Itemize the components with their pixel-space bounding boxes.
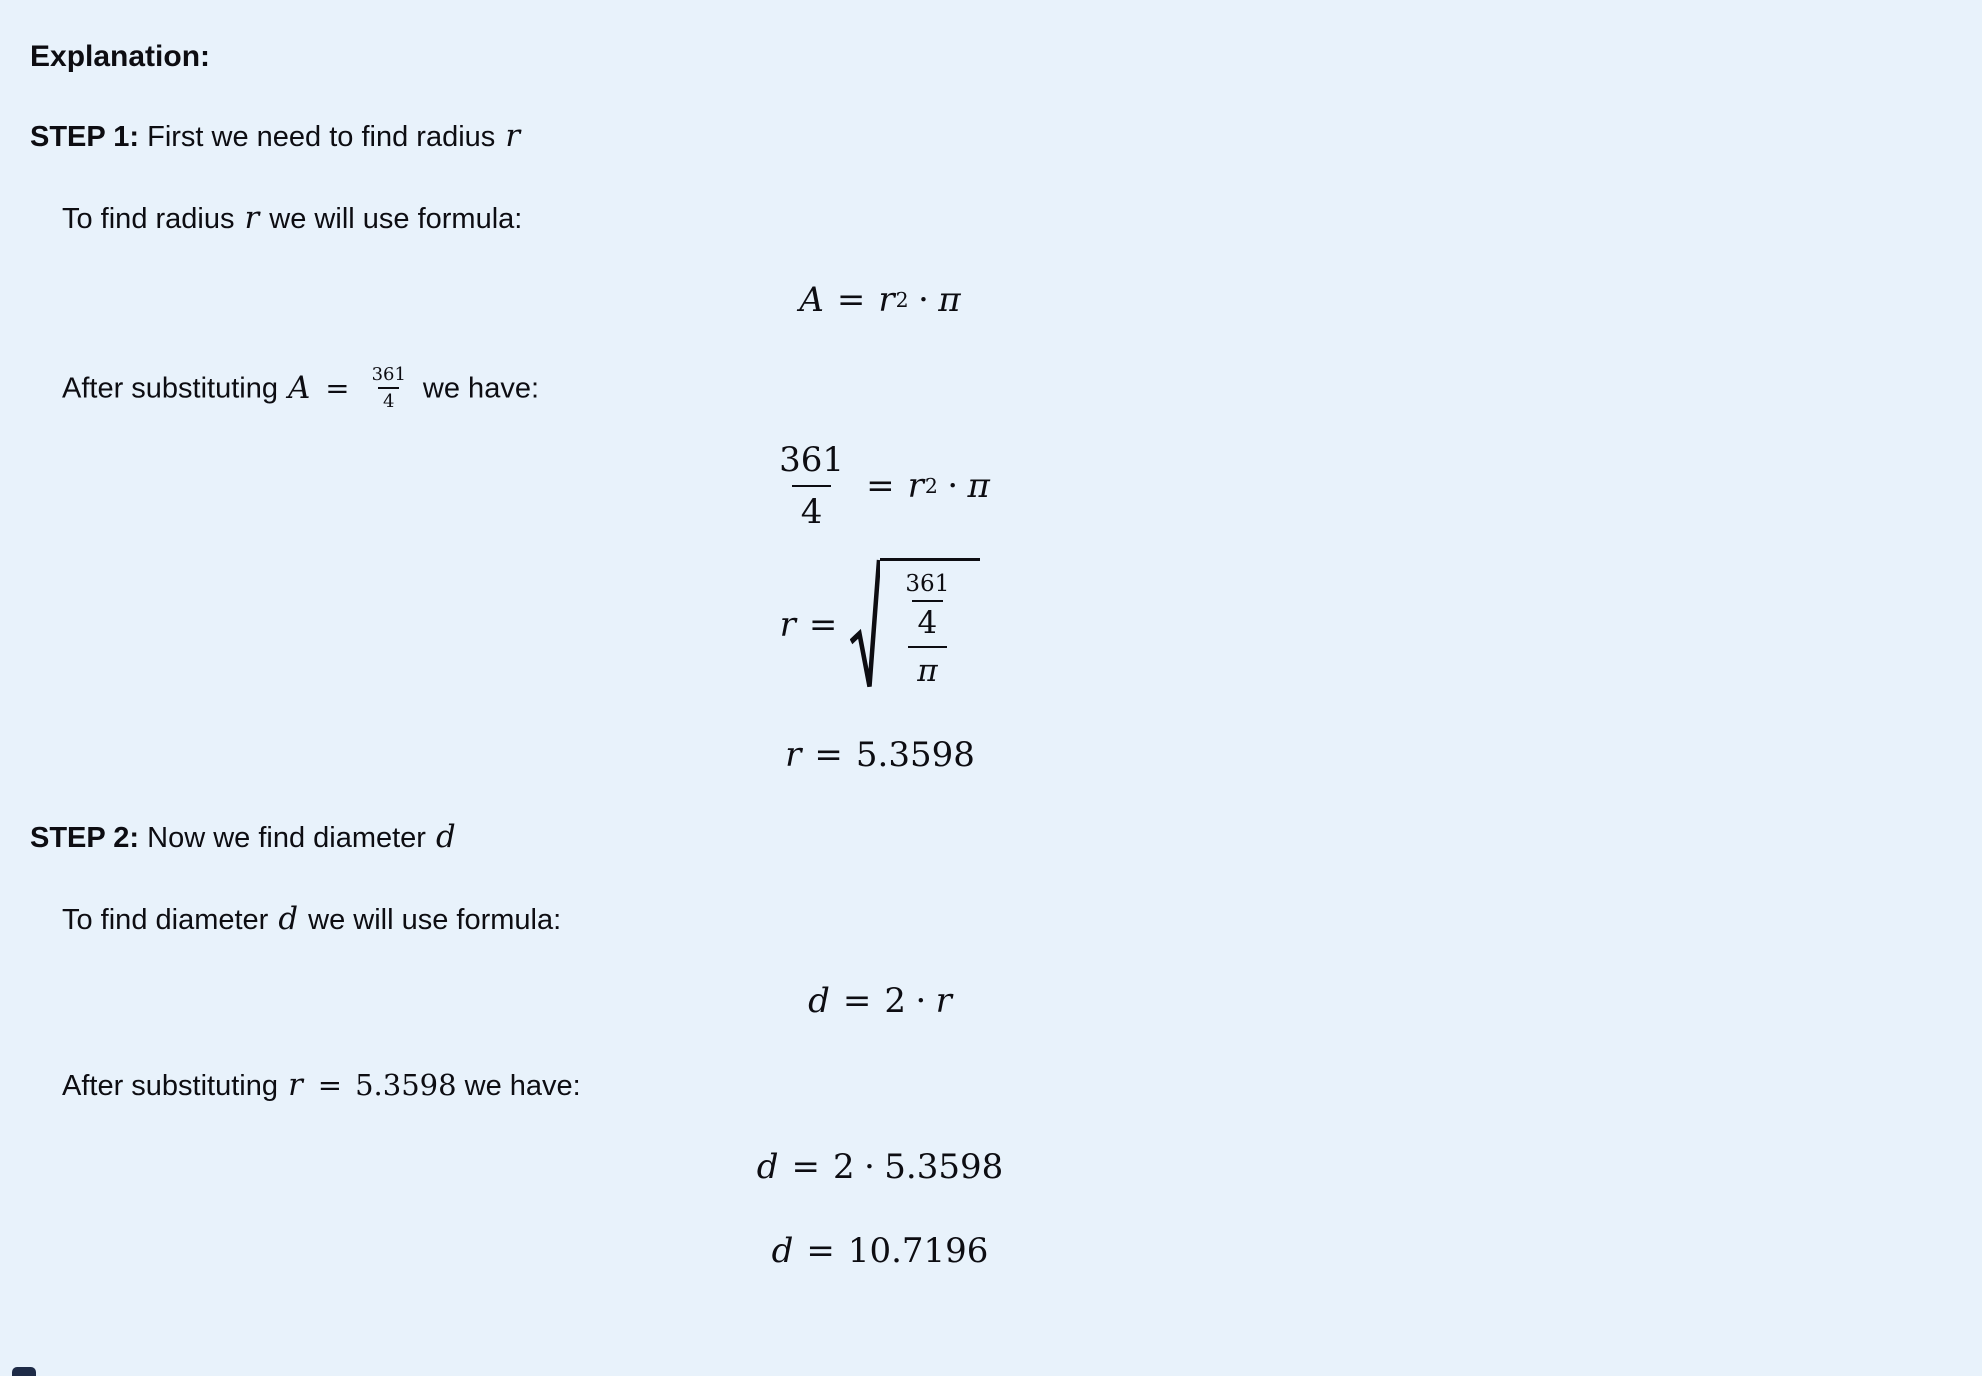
nested-fraction: [890, 571, 964, 646]
var-pi: π: [908, 646, 946, 689]
equals-sign: =: [836, 280, 866, 320]
cropped-content-edge: [12, 1367, 36, 1376]
fraction-numerator: 361: [371, 364, 406, 385]
step2-label: STEP 2:: [30, 822, 140, 854]
equation-diameter-formula: [30, 981, 1730, 1021]
equation-sqrt: [30, 558, 1730, 691]
step1-title-text: First we need to find radius: [139, 121, 504, 153]
fraction-numerator: 361: [779, 440, 845, 480]
fraction-numerator: 361: [905, 571, 950, 597]
equation-d-substituted: [30, 1147, 1730, 1187]
step2-intro-pre: To find diameter: [62, 904, 277, 936]
var-r: r: [935, 981, 952, 1021]
fraction-denominator: 4: [792, 485, 832, 532]
step2-intro-line: [30, 901, 1730, 937]
equals-sign: =: [806, 1231, 835, 1271]
step1-intro-post: we will use formula:: [261, 203, 523, 235]
radicand: [880, 558, 980, 691]
equals-sign: =: [317, 1068, 343, 1102]
cdot-operator: ⋅: [863, 1147, 876, 1187]
step2-title: [30, 819, 1730, 855]
step1-subst-pre: After substituting: [62, 372, 287, 405]
exponent-2: 2: [924, 474, 938, 498]
equation-r-result: [30, 735, 1730, 775]
var-r: r: [878, 280, 895, 320]
step1-intro-var: r: [244, 200, 260, 236]
equation-area-formula: [30, 280, 1730, 320]
cdot-operator: ⋅: [917, 280, 930, 320]
fraction-361-4: [770, 440, 853, 532]
step1-title: [30, 118, 1730, 154]
cdot-operator: ⋅: [946, 466, 959, 506]
fraction-over-pi: [890, 571, 964, 689]
step2-title-text: Now we find diameter: [139, 822, 435, 854]
fraction-denominator: 4: [912, 600, 944, 641]
var-pi: π: [967, 466, 990, 506]
step2-subst-post: we have:: [456, 1070, 581, 1102]
cdot-operator: ⋅: [915, 981, 927, 1021]
fraction-denominator: 4: [378, 387, 399, 412]
equals-sign: =: [842, 981, 872, 1021]
equation-d-result: [30, 1231, 1730, 1271]
equals-sign: =: [866, 466, 895, 506]
var-d: d: [756, 1147, 779, 1187]
number-2: 2: [833, 1147, 855, 1187]
step1-title-var: r: [505, 118, 521, 154]
step2-substitution-line: [30, 1067, 1730, 1103]
step1-intro-pre: To find radius: [62, 203, 243, 235]
square-root: [850, 558, 980, 691]
step2-intro-post: we will use formula:: [300, 904, 562, 936]
step2-subst-pre: After substituting: [62, 1070, 287, 1102]
step1-substitution-line: [30, 366, 1730, 414]
equals-sign: =: [808, 604, 838, 645]
equation-substituted-area: [30, 440, 1730, 532]
var-A: A: [799, 280, 824, 320]
var-d: d: [771, 1231, 794, 1271]
result-value: 5.3598: [855, 735, 975, 775]
step2-title-var: d: [436, 819, 456, 855]
step2-subst-var: r: [288, 1067, 303, 1103]
var-r: r: [785, 735, 802, 775]
step1-intro-line: [30, 200, 1730, 236]
var-pi: π: [938, 280, 961, 320]
step1-label: STEP 1:: [30, 121, 140, 153]
step1-subst-post: we have:: [414, 372, 540, 405]
fraction-361-4: [899, 571, 955, 641]
equals-sign: =: [814, 735, 843, 775]
step1-subst-var: A: [288, 369, 311, 406]
result-value: 10.7196: [847, 1231, 989, 1271]
var-r: r: [907, 466, 924, 506]
var-r: r: [779, 604, 796, 645]
substituted-value: 5.3598: [884, 1147, 1004, 1187]
substituted-value: 5.3598: [355, 1068, 457, 1102]
equals-sign: =: [325, 370, 350, 405]
step2-intro-var: d: [278, 901, 299, 937]
inline-fraction-361-4: [367, 364, 411, 412]
number-2: 2: [884, 981, 906, 1021]
exponent-2: 2: [895, 288, 909, 312]
explanation-heading: Explanation:: [30, 40, 211, 73]
radical-icon: [850, 558, 880, 691]
var-d: d: [808, 981, 830, 1021]
equals-sign: =: [791, 1147, 820, 1187]
